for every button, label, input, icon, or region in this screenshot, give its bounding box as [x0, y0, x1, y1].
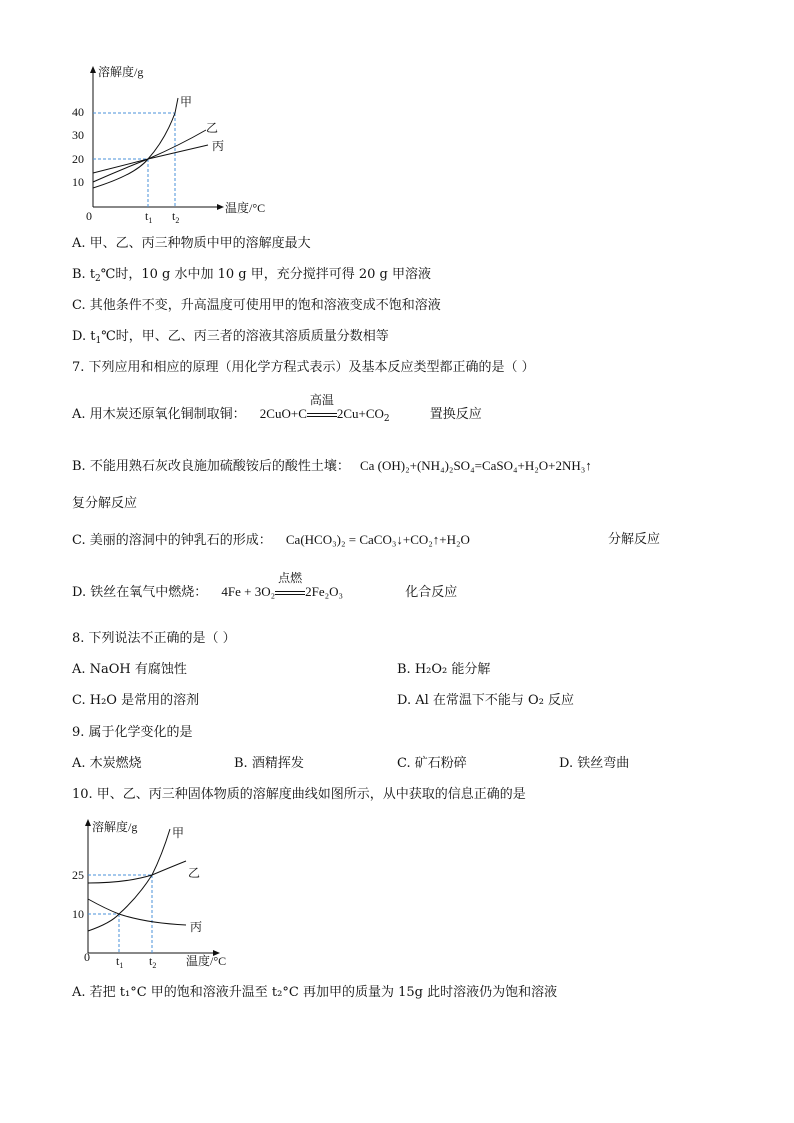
q8-option-b: B. H₂O₂ 能分解 [397, 662, 491, 677]
curve-jia [93, 98, 178, 188]
q8-option-a: A. NaOH 有腐蚀性 [72, 662, 187, 677]
curve-yi [88, 861, 186, 883]
solubility-chart-1 [60, 60, 300, 225]
curve-label-jia: 甲 [172, 826, 185, 840]
q8-option-c: C. H₂O 是常用的溶剂 [72, 693, 200, 708]
y-tick-label: 30 [72, 128, 84, 142]
curve-bing [88, 899, 186, 925]
y-axis-label: 溶解度/g [98, 65, 144, 79]
q9-option-a: A. 木炭燃烧 [72, 756, 142, 771]
q6-option-b: B. $t_2℃$时，10 g 水中加 10 g 甲，充分搅拌可得 20 g 甲溶液 [72, 267, 431, 284]
curve-label-yi: 乙 [206, 121, 219, 135]
curve-label-jia: 甲 [180, 95, 193, 109]
curve-yi [93, 130, 206, 182]
q7-option-d: D. 铁丝在氧气中燃烧： 4Fe + 3O₂ 点燃 2Fe₂O₃ 化合反应 [72, 571, 458, 600]
q9-stem: 9. 属于化学变化的是 [72, 725, 193, 740]
y-tick-label: 10 [72, 907, 84, 921]
q10-stem: 10. 甲、乙、丙三种固体物质的溶解度曲线如图所示，从中获取的信息正确的是 [72, 787, 526, 802]
q7-stem: 7. 下列应用和相应的原理（用化学方程式表示）及基本反应类型都正确的是（ ） [72, 360, 535, 375]
x-axis-label: 温度/°C [186, 954, 227, 968]
q7-option-c: C. 美丽的溶洞中的钟乳石的形成： Ca(HCO₃)₂ = CaCO₃↓+CO₂↑+H₂O [72, 532, 470, 548]
x-tick-label-t2: $t_2$ [172, 209, 180, 225]
q9-option-d: D. 铁丝弯曲 [559, 756, 630, 771]
q6-option-d: D. $t_1℃$时，甲、乙、丙三者的溶液其溶质质量分数相等 [72, 329, 389, 346]
y-tick-label: 10 [72, 175, 84, 189]
q7-option-a: A. 用木炭还原氧化铜制取铜： 2CuO+C 高温 $2Cu+CO_2$ 置换反应 [72, 393, 482, 424]
q9-option-b: B. 酒精挥发 [234, 756, 304, 771]
q7-option-c-type: 分解反应 [608, 532, 661, 547]
solubility-chart-2 [66, 815, 296, 970]
x-tick-label-t2: $t_2$ [149, 954, 157, 970]
y-tick-label: 20 [72, 152, 84, 166]
x-tick-label-t1: $t_1$ [145, 209, 153, 225]
curve-label-yi: 乙 [188, 866, 201, 880]
q6-option-a: A. 甲、乙、丙三种物质中甲的溶解度最大 [72, 236, 311, 251]
q7-option-b-type: 复分解反应 [72, 496, 138, 511]
q10-option-a: A. 若把 t₁°C 甲的饱和溶液升温至 t₂°C 再加甲的质量为 15g 此时溶液仍为饱和溶液 [72, 985, 558, 1000]
x-tick-label-t1: $t_1$ [116, 954, 124, 970]
q9-option-c: C. 矿石粉碎 [397, 756, 467, 771]
q7-option-b: B. 不能用熟石灰改良施加硫酸铵后的酸性土壤： Ca (OH)₂+(NH₄)₂SO₄=CaSO₄+H₂O+2NH₃↑ [72, 458, 592, 474]
q8-stem: 8. 下列说法不正确的是（ ） [72, 631, 236, 646]
curve-label-bing: 丙 [190, 920, 203, 934]
curve-label-bing: 丙 [212, 139, 225, 153]
x-axis-label: 温度/°C [225, 201, 266, 215]
q6-option-c: C. 其他条件不变，升高温度可使用甲的饱和溶液变成不饱和溶液 [72, 298, 441, 313]
origin-label: 0 [86, 209, 92, 223]
y-tick-label: 40 [72, 105, 84, 119]
y-tick-label: 25 [72, 868, 84, 882]
origin-label: 0 [84, 950, 90, 964]
q8-option-d: D. Al 在常温下不能与 O₂ 反应 [397, 693, 575, 708]
y-axis-label: 溶解度/g [92, 820, 138, 834]
